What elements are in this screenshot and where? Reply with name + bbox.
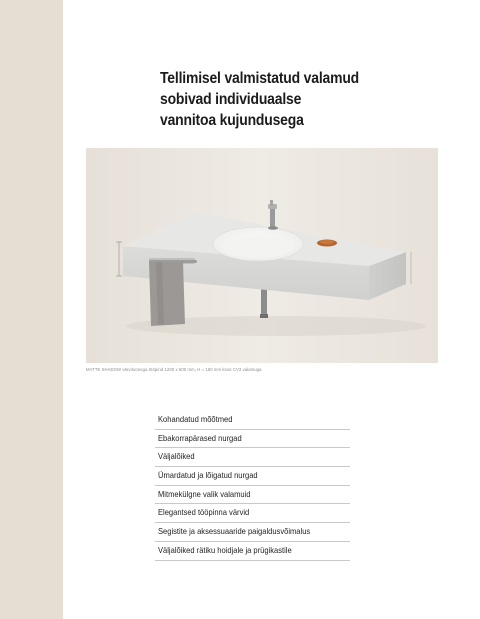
feature-item: Elegantsed tööpinna värvid: [155, 504, 350, 523]
feature-item: Väljalõiked rätiku hoidjale ja prügikastile: [155, 542, 350, 561]
heading-line-2: sobivad individuaalse: [160, 91, 302, 108]
feature-list: [155, 411, 350, 561]
feature-item: Ümardatud ja lõigatud nurgad: [155, 467, 350, 486]
feature-item: Mitmekülgne valik valamuid: [155, 486, 350, 505]
feature-item: Segistite ja aksessuaaride paigaldusvõimalus: [155, 523, 350, 542]
photo-caption: MATTE SHADOW värvitoonega tööpind 1200 x 500 mm, H = 160 mm koos CV3 valamuga: [86, 367, 262, 372]
heading-line-1: Tellimisel valmistatud valamud: [160, 70, 360, 87]
heading-line-3: vannitoa kujundusega: [160, 112, 304, 129]
feature-item: Kohandatud mõõtmed: [155, 411, 350, 430]
feature-item: Ebakorrapärased nurgad: [155, 430, 350, 449]
product-photo: [86, 148, 438, 363]
drain-pipe: [261, 288, 267, 318]
towel: [149, 262, 185, 326]
page-heading: [160, 68, 412, 131]
feature-item: Väljalõiked: [155, 448, 350, 467]
left-color-panel: [0, 0, 63, 619]
faucet: [270, 206, 275, 228]
sink-illustration: [86, 148, 438, 363]
